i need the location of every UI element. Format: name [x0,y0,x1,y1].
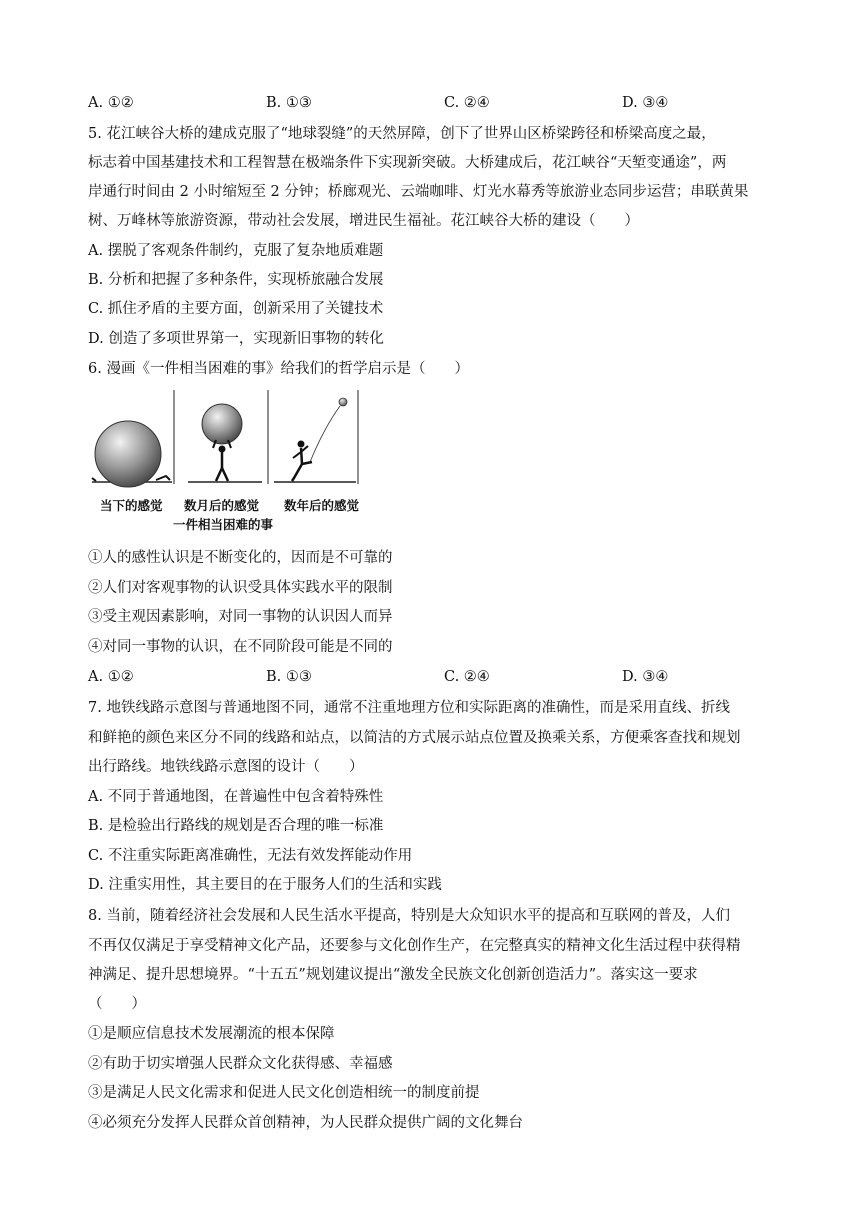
q5-option-d[interactable]: D. 创造了多项世界第一，实现新旧事物的转化 [88,331,384,347]
q7-stem-line-3: 出行路线。地铁线路示意图的设计（ ） [88,759,364,775]
q7-option-d[interactable]: D. 注重实用性，其主要目的在于服务人们的生活和实践 [88,877,442,893]
q5-option-c[interactable]: C. 抓住矛盾的主要方面，创新采用了关键技术 [88,301,384,317]
q4-option-c[interactable]: C. ②④ [444,95,490,111]
q5-option-b[interactable]: B. 分析和把握了多种条件，实现桥旅融合发展 [88,272,384,288]
q7-stem-line-1: 7. 地铁线路示意图与普通地图不同，通常不注重地理方位和实际距离的准确性，而是采用直线、折线 [88,700,730,716]
panel-1-figure [92,421,170,487]
q5-stem-line-2: 标志着中国基建技术和工程智慧在极端条件下实现新突破。大桥建成后，花江峡谷“天堑变通途”，两 [88,155,727,171]
q8-stem-line-1: 8. 当前，随着经济社会发展和人民生活水平提高，特别是大众知识水平的提高和互联网的普及，人们 [88,908,730,924]
q5-stem-line-3: 岸通行时间由 2 小时缩短至 2 分钟；桥廊观光、云端咖啡、灯光水幕秀等旅游业态同步运营；串联黄果 [88,184,749,200]
q7-stem-line-2: 和鲜艳的颜色来区分不同的线路和站点，以简洁的方式展示站点位置及换乘关系，方便乘客查找和规划 [88,730,741,746]
comic-difficult-thing [88,388,363,533]
q5-option-a[interactable]: A. 摆脱了客观条件制约，克服了复杂地质难题 [88,243,384,259]
q6-statement-1: ①人的感性认识是不断变化的，因而是不可靠的 [88,550,393,566]
q6-statement-2: ②人们对客观事物的认识受具体实践水平的限制 [88,580,393,596]
q8-stem-line-2: 不再仅仅满足于享受精神文化产品，还要参与文化创作生产，在完整真实的精神文化生活过程中获得精 [88,938,741,954]
panel-3-figure [292,398,347,481]
q8-statement-1: ①是顺应信息技术发展潮流的根本保障 [88,1026,335,1042]
q4-option-d[interactable]: D. ③④ [622,95,669,111]
q7-option-a[interactable]: A. 不同于普通地图，在普遍性中包含着特殊性 [88,789,384,805]
comic-label-months: 数月后的感觉 [184,498,260,513]
panel-2-figure [202,404,242,481]
q6-option-a[interactable]: A. ①② [88,669,134,685]
q8-stem-line-4: （ ） [88,996,146,1012]
q8-statement-3: ③是满足人民文化需求和促进人民文化创造相统一的制度前提 [88,1085,480,1101]
comic-label-years: 数年后的感觉 [284,498,360,513]
q6-option-b[interactable]: B. ①③ [266,669,312,685]
q4-option-b[interactable]: B. ①③ [266,95,312,111]
q8-statement-2: ②有助于切实增强人民群众文化获得感、幸福感 [88,1056,393,1072]
q6-option-d[interactable]: D. ③④ [622,669,669,685]
q8-statement-4: ④必须充分发挥人民群众首创精神，为人民群众提供广阔的文化舞台 [88,1115,523,1131]
q7-option-c[interactable]: C. 不注重实际距离准确性，无法有效发挥能动作用 [88,848,413,864]
q6-statement-3: ③受主观因素影响，对同一事物的认识因人而异 [88,609,393,625]
q5-stem-line-1: 5. 花江峡谷大桥的建成克服了“地球裂缝”的天然屏障，创下了世界山区桥梁跨径和桥梁高度之最， [88,126,716,142]
q7-option-b[interactable]: B. 是检验出行路线的规划是否合理的唯一标准 [88,818,384,834]
q8-stem-line-3: 神满足、提升思想境界。“十五五”规划建议提出“激发全民族文化创新创造活力”。落实这一要求 [88,967,698,983]
q4-option-a[interactable]: A. ①② [88,95,134,111]
q6-option-c[interactable]: C. ②④ [444,669,490,685]
comic-illustration [88,388,363,498]
q6-stem: 6. 漫画《一件相当困难的事》给我们的哲学启示是（ ） [88,361,469,377]
comic-label-now: 当下的感觉 [100,498,163,513]
q6-statement-4: ④对同一事物的认识，在不同阶段可能是不同的 [88,639,393,655]
q5-stem-line-4: 树、万峰林等旅游资源，带动社会发展，增进民生福祉。花江峡谷大桥的建设（ ） [88,213,639,229]
comic-title: 一件相当困难的事 [173,517,274,532]
